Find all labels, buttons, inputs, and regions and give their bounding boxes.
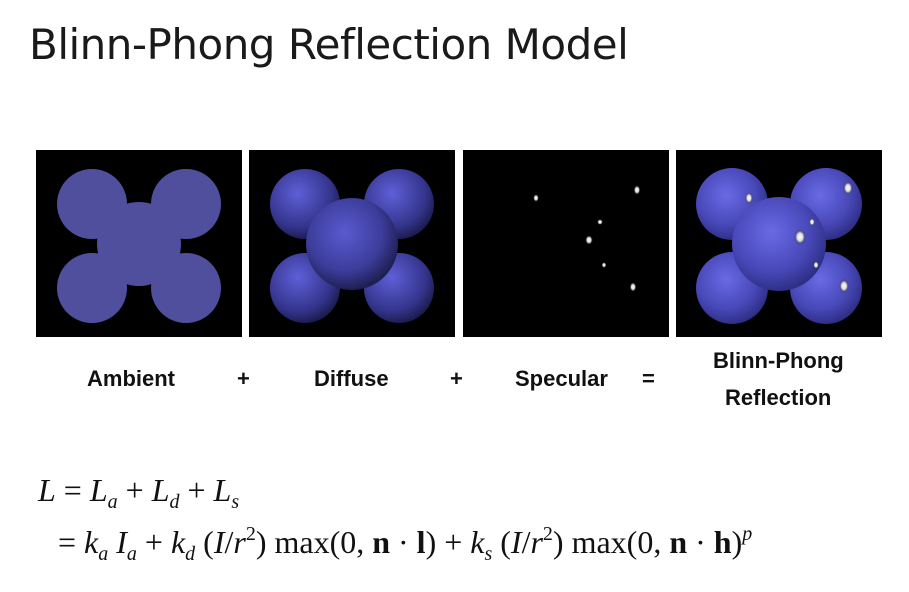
equation-line2: = $k_a$ $I_a + k_d$ $(I/r^2)$ max(0, $n \cdot l) + k_s$ $(I/r^2)$ max(0, n · h)$^p$ — [58, 523, 753, 565]
page-title: Blinn-Phong Reflection Model — [29, 20, 629, 69]
equation-line1: $L = L_a + L_d + L_s$ — [38, 472, 240, 513]
blinn-phong-panel — [676, 150, 882, 337]
diffuse-label: Diffuse — [314, 366, 389, 391]
ambient-panel — [36, 150, 242, 337]
plus-operator: + — [450, 366, 463, 391]
blinn-phong-label-line1: Blinn-Phong — [713, 348, 844, 373]
blinn-phong-label-line2: Reflection — [725, 385, 832, 410]
equals-operator: = — [642, 366, 655, 391]
specular-label: Specular — [515, 366, 608, 391]
ambient-label: Ambient — [87, 366, 175, 391]
diffuse-panel — [249, 150, 455, 337]
specular-panel — [463, 150, 669, 337]
plus-operator: + — [237, 366, 250, 391]
